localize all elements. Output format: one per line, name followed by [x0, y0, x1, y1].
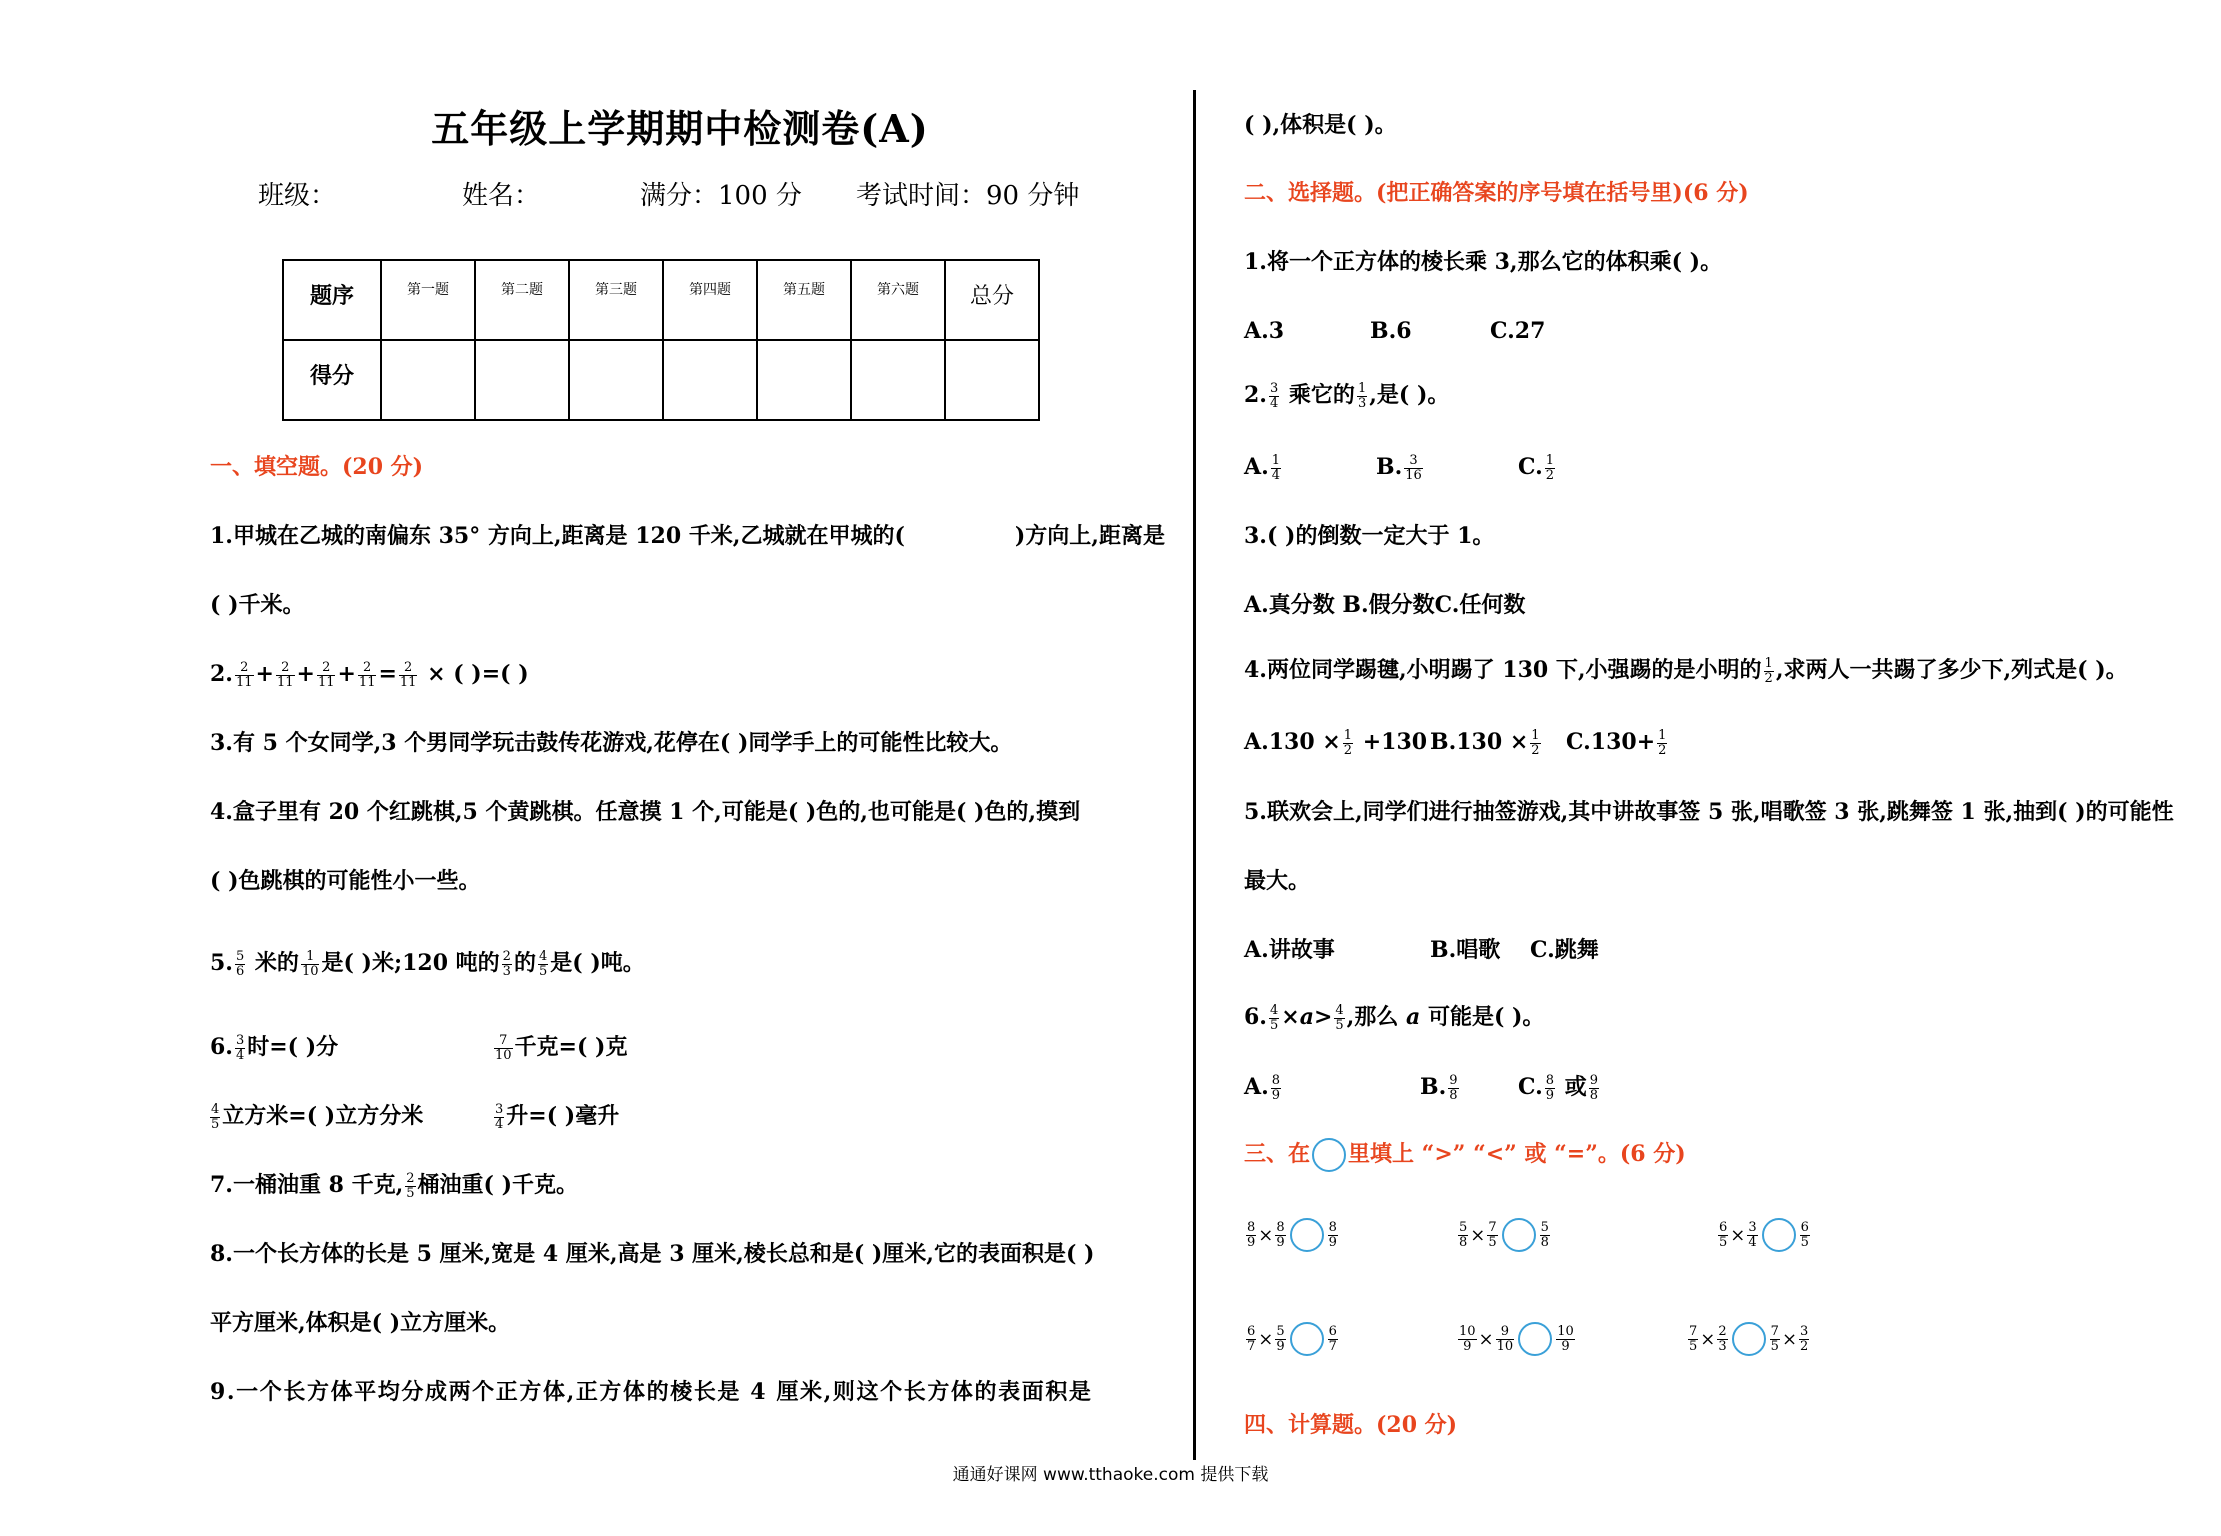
score-cell[interactable]	[569, 340, 663, 420]
choice-4-option-a: A.130 × $\frac{1}{2}$ +130	[1244, 727, 1428, 758]
fraction: $\frac{2}{11}$	[399, 659, 417, 690]
question-6d: $\frac{3}{4}$ 升=( )毫升	[495, 1101, 620, 1132]
score-table	[282, 259, 1040, 421]
score-cell[interactable]	[945, 340, 1039, 420]
section-1-heading: 一、填空题。(20 分)	[210, 454, 424, 480]
full-score: 满分：100 分	[640, 181, 802, 211]
comparison-circle-icon	[1312, 1138, 1346, 1172]
class-label: 班级：	[258, 181, 337, 211]
choice-6: 6. $\frac{4}{5}$ ×a> $\frac{4}{5}$ ,那么 a 可能是( )。	[1244, 1002, 1545, 1033]
score-cell[interactable]	[663, 340, 757, 420]
fraction: $\frac{2}{11}$	[235, 659, 253, 690]
choice-5-option-c: C.跳舞	[1530, 937, 1599, 963]
column-divider	[1193, 90, 1196, 1460]
question-5: 5. $\frac{5}{6}$ 米的 $\frac{1}{10}$ 是( )米;120 吨的 $\frac{2}{3}$ 的 $\frac{4}{5}$ 是( )吨。	[210, 948, 645, 979]
question-1a: 1.甲城在乙城的南偏东 35° 方向上,距离是 120 千米,乙城就在甲城的( )方向上,距离是	[210, 523, 1165, 549]
score-cell[interactable]	[381, 340, 475, 420]
score-table-score-row	[283, 340, 1039, 420]
col-total: 总分	[969, 284, 1014, 309]
compare-item-3: $\frac{6}{5}$ × $\frac{3}{4}$ $\frac{6}{5}$	[1716, 1218, 1812, 1252]
choice-2-option-c: C. $\frac{1}{2}$	[1518, 452, 1555, 483]
choice-6-option-c: C. $\frac{8}{9}$ 或 $\frac{9}{8}$	[1518, 1072, 1599, 1103]
choice-1-option-c: C.27	[1490, 318, 1546, 344]
compare-item-6: $\frac{7}{5}$ × $\frac{2}{3}$ $\frac{7}{5}$ × $\frac{3}{2}$	[1686, 1322, 1811, 1356]
col-q2: 第二题	[501, 282, 543, 298]
choice-5a: 5.联欢会上,同学们进行抽签游戏,其中讲故事签 5 张,唱歌签 3 张,跳舞签 1 张,抽到( )的可能性	[1244, 799, 2174, 825]
question-4a: 4.盒子里有 20 个红跳棋,5 个黄跳棋。任意摸 1 个,可能是( )色的,也可能是( )色的,摸到	[210, 799, 1081, 825]
answer-circle[interactable]	[1762, 1218, 1796, 1252]
choice-3: 3.( )的倒数一定大于 1。	[1244, 523, 1495, 549]
score-table-header-row	[283, 260, 1039, 340]
exam-title: 五年级上学期期中检测卷(A)	[431, 106, 929, 151]
fraction: $\frac{2}{11}$	[276, 659, 294, 690]
question-4b: ( )色跳棋的可能性小一些。	[210, 868, 481, 894]
choice-2: 2. $\frac{3}{4}$ 乘它的 $\frac{1}{3}$ ,是( )。	[1244, 380, 1450, 411]
choice-4-option-c: C.130+ $\frac{1}{2}$	[1566, 727, 1667, 758]
choice-3-options: A.真分数 B.假分数C.任何数	[1244, 592, 1526, 618]
answer-circle[interactable]	[1518, 1322, 1552, 1356]
choice-4: 4.两位同学踢毽,小明踢了 130 下,小强踢的是小明的 $\frac{1}{2}$ ,求两人一共踢了多少下,列式是( )。	[1244, 655, 2128, 686]
col-q1: 第一题	[407, 282, 449, 298]
choice-1-option-b: B.6	[1370, 318, 1412, 344]
choice-5-option-b: B.唱歌	[1430, 937, 1501, 963]
choice-5b: 最大。	[1244, 868, 1311, 894]
compare-item-2: $\frac{5}{8}$ × $\frac{7}{5}$ $\frac{5}{8}$	[1456, 1218, 1552, 1252]
compare-item-5: $\frac{10}{9}$ × $\frac{9}{10}$ $\frac{10}{9}$	[1456, 1322, 1577, 1356]
choice-5-option-a: A.讲故事	[1244, 937, 1335, 963]
question-6b: $\frac{7}{10}$ 千克=( )克	[495, 1032, 628, 1063]
choice-2-option-b: B. $\frac{3}{16}$	[1376, 452, 1422, 483]
question-7: 7.一桶油重 8 千克, $\frac{2}{5}$ 桶油重( )千克。	[210, 1170, 579, 1201]
section-2-heading: 二、选择题。(把正确答案的序号填在括号里)(6 分)	[1244, 180, 1749, 206]
compare-item-4: $\frac{6}{7}$ × $\frac{5}{9}$ $\frac{6}{7}$	[1244, 1322, 1340, 1356]
question-6c: $\frac{4}{5}$ 立方米=( )立方分米	[211, 1101, 424, 1132]
choice-4-option-b: B.130 × $\frac{1}{2}$	[1430, 727, 1540, 758]
row-head-score: 得分	[309, 363, 354, 389]
score-cell[interactable]	[851, 340, 945, 420]
col-q6: 第六题	[877, 282, 919, 298]
name-label: 姓名：	[462, 181, 541, 211]
score-cell[interactable]	[475, 340, 569, 420]
answer-circle[interactable]	[1290, 1218, 1324, 1252]
fraction: $\frac{2}{11}$	[358, 659, 376, 690]
question-2: 2. $\frac{2}{11}$ + $\frac{2}{11}$ + $\frac{2}{11}$ + $\frac{2}{11}$ = $\frac{2}{11}$ × ( )=( )	[210, 659, 529, 690]
exam-time: 考试时间：90 分钟	[856, 181, 1080, 211]
choice-6-option-a: A. $\frac{8}{9}$	[1244, 1072, 1281, 1103]
answer-circle[interactable]	[1502, 1218, 1536, 1252]
section-4-heading: 四、计算题。(20 分)	[1244, 1412, 1458, 1438]
choice-1-option-a: A.3	[1244, 318, 1285, 344]
question-3: 3.有 5 个女同学,3 个男同学玩击鼓传花游戏,花停在( )同学手上的可能性比较大。	[210, 730, 1013, 756]
col-q5: 第五题	[783, 282, 825, 298]
exam-info	[0, 175, 1180, 215]
question-8a: 8.一个长方体的长是 5 厘米,宽是 4 厘米,高是 3 厘米,棱长总和是( )厘米,它的表面积是( )	[210, 1241, 1095, 1267]
footer-source: 通通好课网 www.tthaoke.com 提供下载	[952, 1465, 1269, 1485]
question-9-continued: ( ),体积是( )。	[1244, 112, 1397, 138]
col-q3: 第三题	[595, 282, 637, 298]
question-9: 9.一个长方体平均分成两个正方体,正方体的棱长是 4 厘米,则这个长方体的表面积是	[210, 1379, 1093, 1405]
question-1b: ( )千米。	[210, 592, 305, 618]
answer-circle[interactable]	[1732, 1322, 1766, 1356]
fraction: $\frac{2}{11}$	[317, 659, 335, 690]
choice-6-option-b: B. $\frac{9}{8}$	[1420, 1072, 1458, 1103]
question-6a: 6. $\frac{3}{4}$ 时=( )分	[210, 1032, 339, 1063]
col-q4: 第四题	[689, 282, 731, 298]
section-3-heading: 三、在 里填上 “>” “<” 或 “=”。(6 分)	[1244, 1138, 1686, 1172]
compare-item-1: $\frac{8}{9}$ × $\frac{8}{9}$ $\frac{8}{9}$	[1244, 1218, 1340, 1252]
row-head-order: 题序	[309, 283, 354, 309]
score-cell[interactable]	[757, 340, 851, 420]
answer-circle[interactable]	[1290, 1322, 1324, 1356]
question-8b: 平方厘米,体积是( )立方厘米。	[210, 1310, 511, 1336]
choice-1: 1.将一个正方体的棱长乘 3,那么它的体积乘( )。	[1244, 249, 1723, 275]
choice-2-option-a: A. $\frac{1}{4}$	[1244, 452, 1281, 483]
